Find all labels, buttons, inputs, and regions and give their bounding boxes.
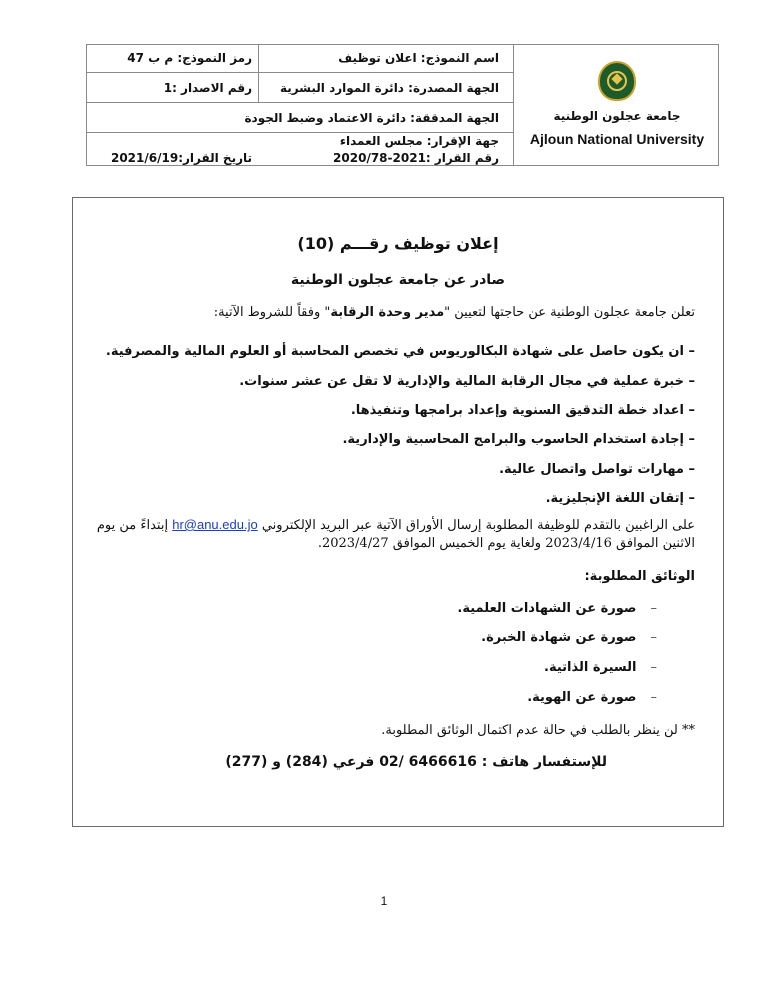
dash-icon: – bbox=[650, 630, 657, 645]
decision-number: رقم القرار :2021-2020/78 bbox=[333, 151, 499, 165]
intro-paragraph bbox=[93, 304, 695, 322]
announcement-title: إعلان توظيف رقـــم (10) bbox=[297, 234, 499, 253]
condition-item: – مهارات تواصل واتصال عالية. bbox=[499, 462, 695, 477]
apply-paragraph bbox=[93, 516, 695, 553]
auditor: الجهة المدققة: دائرة الاعتماد وضبط الجودة bbox=[244, 111, 499, 125]
condition-item: – اعداد خطة التدقيق السنوية وإعداد برامجها وتنفيذها. bbox=[350, 403, 695, 418]
apply-prefix: على الراغبين بالتقدم للوظيفة المطلوبة إرسال الأوراق الآتية عبر البريد الإلكتروني bbox=[261, 518, 695, 533]
issuer: الجهة المصدرة: دائرة الموارد البشرية bbox=[279, 81, 499, 95]
intro-position: مدير وحدة الرقابة bbox=[330, 305, 445, 320]
document-item: –صورة عن الشهادات العلمية. bbox=[457, 601, 657, 616]
condition-item: – خبرة عملية في مجال الرقابة المالية والإدارية لا تقل عن عشر سنوات. bbox=[239, 374, 695, 389]
university-name-arabic: جامعة عجلون الوطنية bbox=[553, 109, 681, 123]
announcement-box bbox=[72, 197, 724, 827]
contact-phone: للإستفسار هاتف : 6466616 /02 فرعي (284) و (277) bbox=[225, 754, 607, 770]
logo-cell bbox=[513, 45, 720, 165]
condition-item: – إتقان اللغة الإنجليزية. bbox=[545, 491, 695, 506]
dash-icon: – bbox=[650, 601, 657, 616]
condition-item: – ان يكون حاصل على شهادة البكالوريوس في تخصص المحاسبة أو العلوم المالية والمصرفية. bbox=[105, 344, 695, 359]
document-item: –السيرة الذاتية. bbox=[544, 660, 657, 675]
incomplete-note: ** لن ينظر بالطلب في حالة عدم اكتمال الوثائق المطلوبة. bbox=[381, 723, 695, 738]
dash-icon: – bbox=[650, 690, 657, 705]
announcement-subtitle: صادر عن جامعة عجلون الوطنية bbox=[290, 272, 506, 288]
documents-heading: الوثائق المطلوبة: bbox=[584, 569, 695, 584]
document-item: –صورة عن شهادة الخبرة. bbox=[481, 630, 657, 645]
form-code: رمز النموذج: م ب 47 bbox=[127, 51, 252, 65]
decision-date: تاريخ القرار:2021/6/19 bbox=[110, 151, 252, 165]
approver: جهة الإقرار: مجلس العمداء bbox=[339, 134, 499, 148]
intro-suffix: " وفقاً للشروط الآتية: bbox=[213, 305, 331, 320]
apply-suffix: إبتداءً من يوم الاثنين الموافق 2023/4/16 ولغاية يوم الخميس الموافق 2023/4/27. bbox=[96, 518, 695, 551]
intro-prefix: تعلن جامعة عجلون الوطنية عن حاجتها لتعيين " bbox=[444, 305, 695, 320]
page-number: 1 bbox=[380, 894, 388, 908]
university-logo bbox=[598, 61, 636, 101]
university-name-english: Ajloun National University bbox=[529, 131, 705, 147]
form-name: اسم النموذج: اعلان توظيف bbox=[338, 51, 499, 65]
document-item: –صورة عن الهوية. bbox=[527, 690, 657, 705]
dash-icon: – bbox=[650, 660, 657, 675]
form-header-table bbox=[86, 44, 719, 166]
email-link[interactable]: hr@anu.edu.jo bbox=[172, 517, 258, 532]
version-number: رقم الاصدار :1 bbox=[163, 81, 252, 95]
condition-item: – إجادة استخدام الحاسوب والبرامج المحاسبية والإدارية. bbox=[342, 432, 695, 447]
